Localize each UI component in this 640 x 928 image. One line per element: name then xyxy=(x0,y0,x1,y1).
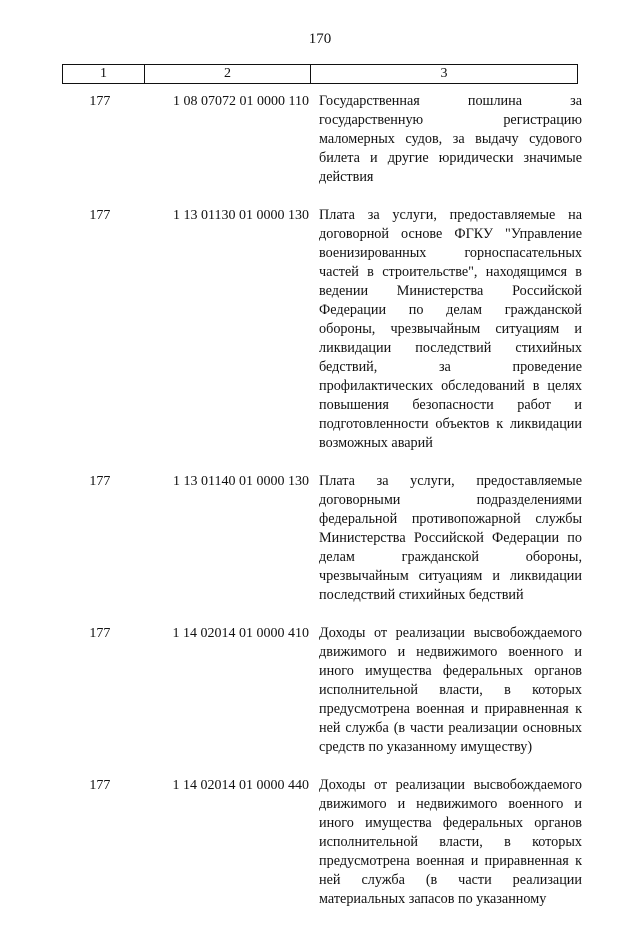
income-name: Доходы от реализации высвобождаемого движимого и недвижимого военного и иного имущества федеральных органов исполнительной власти, в которых предусмотрена военная и приравненная к ней служба (в части реализации материальных запасов по указанному xyxy=(319,777,582,907)
budget-code: 1 13 01130 01 0000 130 xyxy=(173,208,310,223)
income-name: Плата за услуги, предоставляемые на договорной основе ФГКУ "Управление военизированных горноспасательных частей в строительстве", находящимся в ведении Министерства Российской Федерации по делам гражданской обороны, чрезвычайным ситуациям и ликвидации последствий стихийных бедствий, за проведение профилактических обследований в целях повышения безопасности работ и подготовленности объектов к ликвидации возможных аварий xyxy=(319,207,582,451)
admin-code: 177 xyxy=(89,474,111,489)
table-row xyxy=(62,776,582,909)
header-col-2: 2 xyxy=(145,65,311,83)
table-body xyxy=(62,92,582,928)
admin-code: 177 xyxy=(89,626,111,641)
table-row xyxy=(62,472,582,605)
table-row xyxy=(62,92,582,187)
admin-code: 177 xyxy=(89,778,111,793)
admin-code: 177 xyxy=(89,94,111,109)
budget-code: 1 14 02014 01 0000 410 xyxy=(172,626,310,641)
page-number: 170 xyxy=(308,31,332,47)
table-row xyxy=(62,206,582,453)
budget-code: 1 13 01140 01 0000 130 xyxy=(173,474,310,489)
header-col-1: 1 xyxy=(63,65,145,83)
budget-code: 1 08 07072 01 0000 110 xyxy=(173,94,310,109)
income-name: Государственная пошлина за государственную регистрацию маломерных судов, за выдачу судового билета и другие юридически значимые действия xyxy=(319,93,582,185)
budget-code: 1 14 02014 01 0000 440 xyxy=(172,778,310,793)
income-name: Плата за услуги, предоставляемые договорными подразделениями федеральной противопожарной службы Министерства Российской Федерации по делам гражданской обороны, чрезвычайным ситуациям и ликвидации последствий стихийных бедствий xyxy=(319,473,582,603)
income-name: Доходы от реализации высвобождаемого движимого и недвижимого военного и иного имущества федеральных органов исполнительной власти, в которых предусмотрена военная и приравненная к ней служба (в части реализации основных средств по указанному имуществу) xyxy=(319,625,582,755)
table-header xyxy=(62,64,578,84)
header-col-3: 3 xyxy=(440,66,448,81)
admin-code: 177 xyxy=(89,208,111,223)
table-row xyxy=(62,624,582,757)
